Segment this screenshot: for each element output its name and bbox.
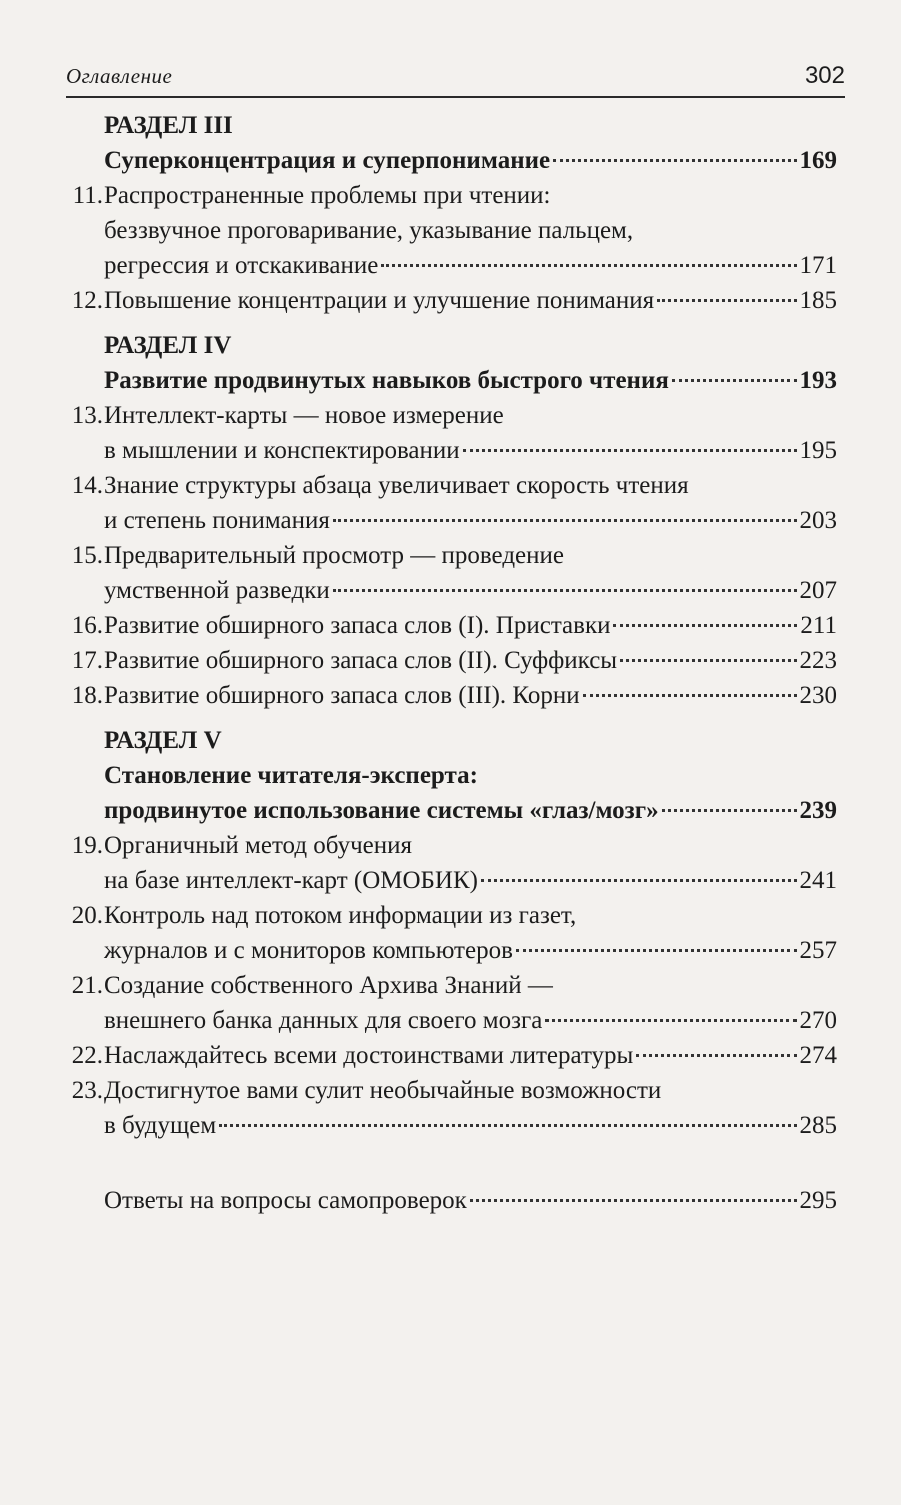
chapter-title-line: и степень понимания bbox=[104, 507, 330, 534]
chapter-page: 223 bbox=[799, 647, 837, 674]
section-page: 169 bbox=[799, 147, 837, 174]
chapter-title-line: Достигнутое вами сулит необычайные возможности bbox=[104, 1077, 662, 1104]
toc-entry bbox=[66, 643, 837, 678]
toc-entry-continuation bbox=[66, 1003, 837, 1038]
toc-entry bbox=[66, 898, 837, 933]
chapter-number: 22. bbox=[71, 1042, 103, 1069]
toc-entry-continuation bbox=[66, 863, 837, 898]
dot-leader bbox=[657, 299, 796, 302]
chapter-title-line: Знание структуры абзаца увеличивает скорость чтения bbox=[104, 472, 689, 499]
dot-leader bbox=[672, 379, 797, 382]
section-title-text: продвинутое использование системы «глаз/мозг» bbox=[104, 797, 659, 824]
chapter-number: 19. bbox=[71, 832, 103, 859]
chapter-title-line: Развитие обширного запаса слов (III). Корни bbox=[104, 682, 580, 709]
dot-leader bbox=[620, 659, 796, 662]
toc-entry-continuation bbox=[66, 433, 837, 468]
chapter-title-line: Интеллект-карты — новое измерение bbox=[104, 402, 504, 429]
dot-leader bbox=[219, 1124, 796, 1127]
running-header bbox=[66, 62, 845, 98]
chapter-title-line: в мышлении и конспектировании bbox=[104, 437, 460, 464]
dot-leader bbox=[583, 694, 797, 697]
dot-leader bbox=[481, 879, 797, 882]
chapter-page: 285 bbox=[799, 1112, 837, 1139]
running-header-title: Оглавление bbox=[66, 64, 173, 88]
toc-entry-continuation bbox=[66, 933, 837, 968]
chapter-title-line: Наслаждайтесь всеми достоинствами литературы bbox=[104, 1042, 634, 1069]
chapter-number: 18. bbox=[71, 682, 103, 709]
chapter-page: 257 bbox=[799, 937, 837, 964]
page-number: 302 bbox=[804, 62, 845, 89]
toc-entry-continuation bbox=[66, 248, 837, 283]
toc-entry bbox=[66, 398, 837, 433]
chapter-page: 203 bbox=[799, 507, 837, 534]
toc-entry bbox=[66, 468, 837, 503]
dot-leader bbox=[662, 809, 797, 812]
toc-entry-continuation bbox=[66, 503, 837, 538]
chapter-number: 16. bbox=[71, 612, 103, 639]
section-title-line bbox=[104, 793, 837, 828]
chapter-number: 21. bbox=[71, 972, 103, 999]
chapter-title-line: Развитие обширного запаса слов (I). Приставки bbox=[104, 612, 611, 639]
chapter-title-line: беззвучное проговаривание, указывание пальцем, bbox=[104, 217, 634, 244]
chapter-number: 20. bbox=[71, 902, 103, 929]
dot-leader bbox=[636, 1054, 796, 1057]
answers-label: Ответы на вопросы самопроверок bbox=[104, 1187, 467, 1214]
section-page: 239 bbox=[799, 797, 837, 824]
section-title-text: Суперконцентрация и суперпонимание bbox=[104, 147, 551, 174]
chapter-title-line: Развитие обширного запаса слов (II). Суффиксы bbox=[104, 647, 618, 674]
dot-leader bbox=[333, 589, 797, 592]
chapter-number: 23. bbox=[71, 1077, 103, 1104]
answers-page: 295 bbox=[799, 1187, 837, 1214]
chapter-title-line: Контроль над потоком информации из газет, bbox=[104, 902, 577, 929]
toc-entry bbox=[66, 968, 837, 1003]
chapter-page: 274 bbox=[799, 1042, 837, 1069]
chapter-title-line: регрессия и отскакивание bbox=[104, 252, 379, 279]
section-title-text: Становление читателя-эксперта: bbox=[104, 762, 478, 789]
chapter-page: 207 bbox=[799, 577, 837, 604]
dot-leader bbox=[553, 159, 796, 162]
chapter-title-line: Создание собственного Архива Знаний — bbox=[104, 972, 553, 999]
chapter-number: 12. bbox=[71, 287, 103, 314]
toc-entry bbox=[66, 608, 837, 643]
toc-entry bbox=[66, 538, 837, 573]
chapter-number: 15. bbox=[71, 542, 103, 569]
toc-entry bbox=[66, 178, 837, 213]
toc-entry bbox=[66, 678, 837, 713]
chapter-number: 13. bbox=[71, 402, 103, 429]
dot-leader bbox=[516, 949, 797, 952]
chapter-title-line: Предварительный просмотр — проведение bbox=[104, 542, 564, 569]
chapter-number: 11. bbox=[72, 182, 103, 209]
chapter-page: 171 bbox=[799, 252, 837, 279]
chapter-title-line: Органичный метод обучения bbox=[104, 832, 412, 859]
dot-leader bbox=[463, 449, 797, 452]
dot-leader bbox=[333, 519, 797, 522]
toc-entry-continuation bbox=[66, 1108, 837, 1143]
dot-leader bbox=[470, 1199, 797, 1202]
toc-entry bbox=[66, 283, 837, 318]
toc-entry bbox=[66, 828, 837, 863]
answers-entry bbox=[104, 1183, 837, 1218]
chapter-number: 14. bbox=[71, 472, 103, 499]
dot-leader bbox=[381, 264, 796, 267]
chapter-title-line: умственной разведки bbox=[104, 577, 330, 604]
section-title-line bbox=[104, 143, 837, 178]
chapter-title-line: Распространенные проблемы при чтении: bbox=[104, 182, 551, 209]
toc-entry bbox=[66, 1038, 837, 1073]
chapter-title-line: Повышение концентрации и улучшение понимания bbox=[104, 287, 655, 314]
section-title-line bbox=[104, 363, 837, 398]
section-title-line bbox=[104, 758, 837, 793]
chapter-page: 185 bbox=[799, 287, 837, 314]
chapter-page: 211 bbox=[800, 612, 837, 639]
section-label: РАЗДЕЛ III bbox=[104, 112, 233, 139]
dot-leader bbox=[613, 624, 797, 627]
chapter-title-line: журналов и с мониторов компьютеров bbox=[104, 937, 513, 964]
toc-entry bbox=[66, 1073, 837, 1108]
section-label: РАЗДЕЛ V bbox=[104, 727, 222, 754]
table-of-contents bbox=[66, 108, 837, 1218]
section-page: 193 bbox=[799, 367, 837, 394]
chapter-title-line: на базе интеллект-карт (ОМОБИК) bbox=[104, 867, 478, 894]
chapter-page: 195 bbox=[799, 437, 837, 464]
chapter-title-line: внешнего банка данных для своего мозга bbox=[104, 1007, 543, 1034]
section-label: РАЗДЕЛ IV bbox=[104, 332, 232, 359]
dot-leader bbox=[545, 1019, 796, 1022]
chapter-title-line: в будущем bbox=[104, 1112, 217, 1139]
chapter-page: 230 bbox=[799, 682, 837, 709]
chapter-page: 270 bbox=[799, 1007, 837, 1034]
chapter-number: 17. bbox=[71, 647, 103, 674]
toc-entry-continuation bbox=[66, 213, 837, 248]
section-title-text: Развитие продвинутых навыков быстрого чтения bbox=[104, 367, 669, 394]
chapter-page: 241 bbox=[799, 867, 837, 894]
toc-entry-continuation bbox=[66, 573, 837, 608]
